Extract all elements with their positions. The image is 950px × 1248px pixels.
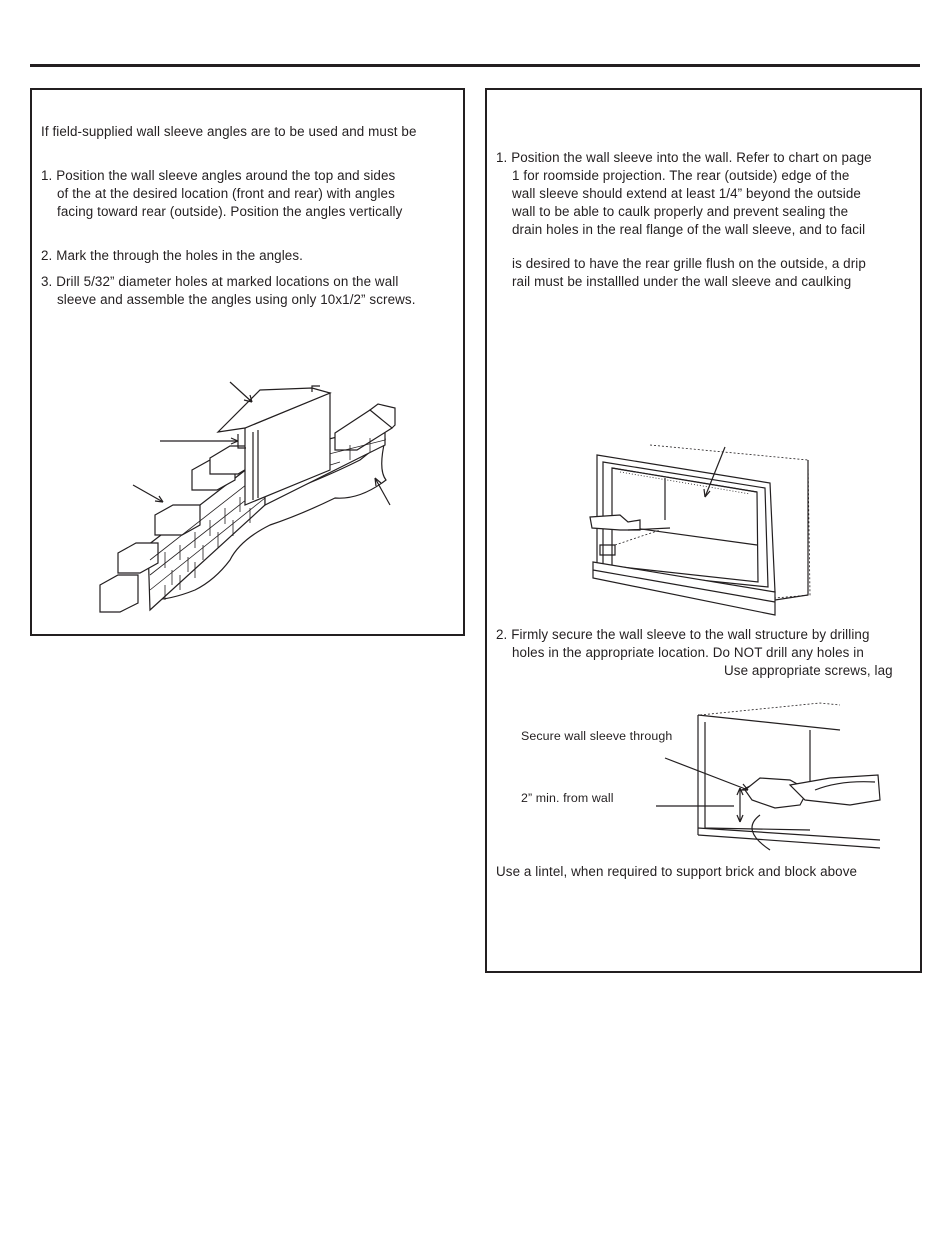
right-step2-line2: holes in the appropriate location. Do NOT drill any holes in [512, 645, 864, 660]
right-step1-line2: 1 for roomside projection. The rear (outside) edge of the [512, 168, 850, 183]
secure-sleeve-illustration [650, 700, 885, 855]
left-step1-line2: of the at the desired location (front and rear) with angles [57, 186, 395, 201]
lintel-note: Use a lintel, when required to support brick and block above [496, 864, 858, 879]
left-step1-line1: 1. Position the wall sleeve angles around the top and sides [41, 168, 396, 183]
secure-callout: Secure wall sleeve through [521, 729, 673, 743]
min-distance-callout: 2” min. from wall [521, 791, 614, 805]
left-intro: If field-supplied wall sleeve angles are to be used and must be [41, 124, 417, 139]
left-step2: 2. Mark the through the holes in the angles. [41, 248, 303, 263]
left-step3-line1: 3. Drill 5/32” diameter holes at marked locations on the wall [41, 274, 399, 289]
right-step1-line1: 1. Position the wall sleeve into the wall. Refer to chart on page [496, 150, 872, 165]
right-step1-line4: wall to be able to caulk properly and prevent sealing the [512, 204, 849, 219]
left-step3-line2: sleeve and assemble the angles using only 10x1/2” screws. [57, 292, 416, 307]
right-step1-line5: drain holes in the real flange of the wall sleeve, and to facil [512, 222, 866, 237]
brick-wall-illustration [95, 375, 405, 620]
header-rule [30, 64, 920, 67]
right-step1-cont-line1: is desired to have the rear grille flush on the outside, a drip [512, 256, 866, 271]
right-step1-cont-line2: rail must be installled under the wall sleeve and caulking [512, 274, 852, 289]
right-step2-line1: 2. Firmly secure the wall sleeve to the wall structure by drilling [496, 627, 870, 642]
right-step2-line3: Use appropriate screws, lag [724, 663, 893, 678]
left-step1-line3: facing toward rear (outside). Position the angles vertically [57, 204, 403, 219]
wall-sleeve-position-illustration [585, 440, 815, 620]
right-step1-line3: wall sleeve should extend at least 1/4” beyond the outside [512, 186, 861, 201]
